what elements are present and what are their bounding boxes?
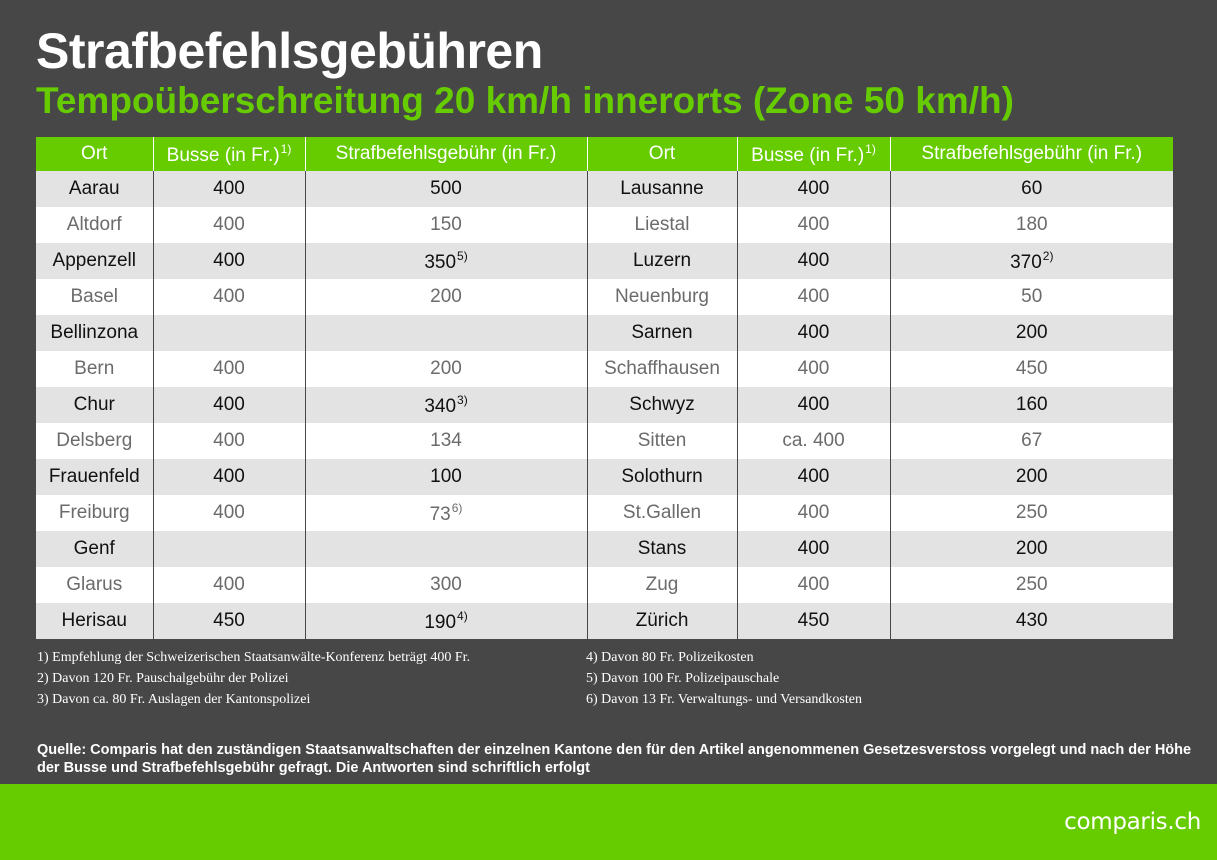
cell-ort: Sitten: [587, 423, 737, 459]
cell-busse: 400: [737, 207, 890, 243]
cell-gebuehr: 200: [890, 459, 1173, 495]
cell-gebuehr: 160: [890, 387, 1173, 423]
cell-ort: Zürich: [587, 603, 737, 639]
cell-ort: Aarau: [36, 171, 153, 207]
cell-gebuehr: 200: [305, 279, 587, 315]
cell-ort: Solothurn: [587, 459, 737, 495]
cell-gebuehr: 60: [890, 171, 1173, 207]
footnote-marker: 6): [451, 500, 463, 515]
footnotes-left: [37, 647, 470, 710]
cell-ort: Bern: [36, 351, 153, 387]
cell-gebuehr: 250: [890, 567, 1173, 603]
table-row: [36, 387, 1173, 423]
fees-table: [36, 137, 1173, 639]
footnote: 6) Davon 13 Fr. Verwaltungs- und Versandkosten: [586, 692, 862, 707]
table-row: [36, 171, 1173, 207]
table-row: [36, 567, 1173, 603]
cell-gebuehr: 250: [890, 495, 1173, 531]
cell-busse: [153, 315, 305, 351]
cell-ort: Sarnen: [587, 315, 737, 351]
cell-gebuehr: [305, 315, 587, 351]
cell-busse: 400: [153, 207, 305, 243]
cell-busse: 400: [153, 423, 305, 459]
cell-busse: 400: [737, 531, 890, 567]
cell-ort: Chur: [36, 387, 153, 423]
footnote: 5) Davon 100 Fr. Polizeipauschale: [586, 671, 780, 686]
footer-bar: [0, 784, 1217, 860]
header-busse: Busse (in Fr.)$^{1)}$: [153, 137, 305, 171]
footnotes-right: [586, 647, 862, 710]
table-row: [36, 207, 1173, 243]
cell-busse: [153, 531, 305, 567]
cell-ort: Freiburg: [36, 495, 153, 531]
cell-busse: 400: [153, 279, 305, 315]
table-row: [36, 315, 1173, 351]
cell-ort: Lausanne: [587, 171, 737, 207]
footnote-marker: 1): [280, 141, 292, 156]
header-ort: Ort: [587, 137, 737, 171]
cell-busse: 400: [153, 387, 305, 423]
cell-gebuehr: 180: [890, 207, 1173, 243]
header-busse: Busse (in Fr.)$^{1)}$: [737, 137, 890, 171]
cell-busse: 400: [737, 495, 890, 531]
footnote-marker: 2): [1042, 248, 1054, 263]
cell-ort: Genf: [36, 531, 153, 567]
cell-gebuehr: 340$^{3)}$: [305, 387, 587, 423]
cell-gebuehr: 150: [305, 207, 587, 243]
cell-ort: Schaffhausen: [587, 351, 737, 387]
cell-busse: 400: [737, 243, 890, 279]
table-row: [36, 495, 1173, 531]
cell-gebuehr: 300: [305, 567, 587, 603]
cell-ort: Frauenfeld: [36, 459, 153, 495]
footnote-marker: 1): [865, 141, 876, 156]
cell-busse: 400: [737, 171, 890, 207]
table-row: [36, 531, 1173, 567]
cell-busse: 400: [737, 279, 890, 315]
table-row: [36, 459, 1173, 495]
table-row: [36, 603, 1173, 639]
header-ort: Ort: [36, 137, 153, 171]
table-row: [36, 279, 1173, 315]
page-subtitle: Tempoüberschreitung 20 km/h innerorts (Zone 50 km/h): [36, 80, 1014, 121]
cell-gebuehr: [305, 531, 587, 567]
table-body: [36, 171, 1173, 639]
cell-gebuehr: 450: [890, 351, 1173, 387]
cell-busse: 400: [153, 459, 305, 495]
cell-busse: 400: [737, 387, 890, 423]
cell-busse: 450: [737, 603, 890, 639]
footnote-marker: 5): [457, 248, 468, 263]
cell-ort: Liestal: [587, 207, 737, 243]
cell-ort: Schwyz: [587, 387, 737, 423]
cell-gebuehr: 190$^{4)}$: [305, 603, 587, 639]
cell-ort: Stans: [587, 531, 737, 567]
header-gebuehr: Strafbefehlsgebühr (in Fr.): [890, 137, 1173, 171]
cell-gebuehr: 430: [890, 603, 1173, 639]
cell-gebuehr: 50: [890, 279, 1173, 315]
cell-ort: Appenzell: [36, 243, 153, 279]
cell-gebuehr: 200: [890, 531, 1173, 567]
cell-ort: St.Gallen: [587, 495, 737, 531]
table-header-row: [36, 137, 1173, 171]
footnote: 1) Empfehlung der Schweizerischen Staatsanwälte-Konferenz beträgt 400 Fr.: [37, 650, 471, 665]
header-gebuehr: Strafbefehlsgebühr (in Fr.): [305, 137, 587, 171]
cell-gebuehr: 100: [305, 459, 587, 495]
table-row: [36, 351, 1173, 387]
cell-ort: Neuenburg: [587, 279, 737, 315]
cell-ort: Bellinzona: [36, 315, 153, 351]
cell-ort: Luzern: [587, 243, 737, 279]
cell-busse: 400: [737, 567, 890, 603]
footnote-marker: 4): [457, 608, 468, 623]
cell-gebuehr: 200: [890, 315, 1173, 351]
cell-busse: 400: [737, 459, 890, 495]
cell-ort: Zug: [587, 567, 737, 603]
page-title: Strafbefehlsgebühren: [36, 23, 543, 79]
footnote: 4) Davon 80 Fr. Polizeikosten: [586, 650, 754, 665]
cell-gebuehr: 67: [890, 423, 1173, 459]
cell-busse: 400: [153, 495, 305, 531]
cell-gebuehr: 500: [305, 171, 587, 207]
table-row: [36, 243, 1173, 279]
comparis-logo[interactable]: comparis.ch: [1064, 809, 1201, 835]
cell-busse: ca. 400: [737, 423, 890, 459]
cell-busse: 400: [153, 567, 305, 603]
cell-ort: Altdorf: [36, 207, 153, 243]
cell-ort: Basel: [36, 279, 153, 315]
cell-gebuehr: 200: [305, 351, 587, 387]
cell-gebuehr: 350$^{5)}$: [305, 243, 587, 279]
footnote: 3) Davon ca. 80 Fr. Auslagen der Kantonspolizei: [37, 692, 311, 707]
cell-busse: 400: [153, 243, 305, 279]
table-row: [36, 423, 1173, 459]
cell-busse: 400: [153, 351, 305, 387]
cell-busse: 400: [737, 351, 890, 387]
cell-ort: Delsberg: [36, 423, 153, 459]
footnote: 2) Davon 120 Fr. Pauschalgebühr der Polizei: [37, 671, 289, 686]
cell-busse: 400: [737, 315, 890, 351]
cell-gebuehr: 73$^{6)}$: [305, 495, 587, 531]
cell-ort: Herisau: [36, 603, 153, 639]
cell-busse: 400: [153, 171, 305, 207]
cell-busse: 450: [153, 603, 305, 639]
footnote-marker: 3): [457, 392, 468, 407]
source-note: Quelle: Comparis hat den zuständigen Staatsanwaltschaften der einzelnen Kantone den für den Artikel angenommenen Gesetzesverstoss vorgelegt und nach der Höhe der Busse und Strafbefehlsgebühr gefragt. Die Antworten sind schriftlich erfolgt: [37, 742, 1192, 776]
cell-ort: Glarus: [36, 567, 153, 603]
cell-gebuehr: 134: [305, 423, 587, 459]
cell-gebuehr: 370$^{2)}$: [890, 243, 1173, 279]
